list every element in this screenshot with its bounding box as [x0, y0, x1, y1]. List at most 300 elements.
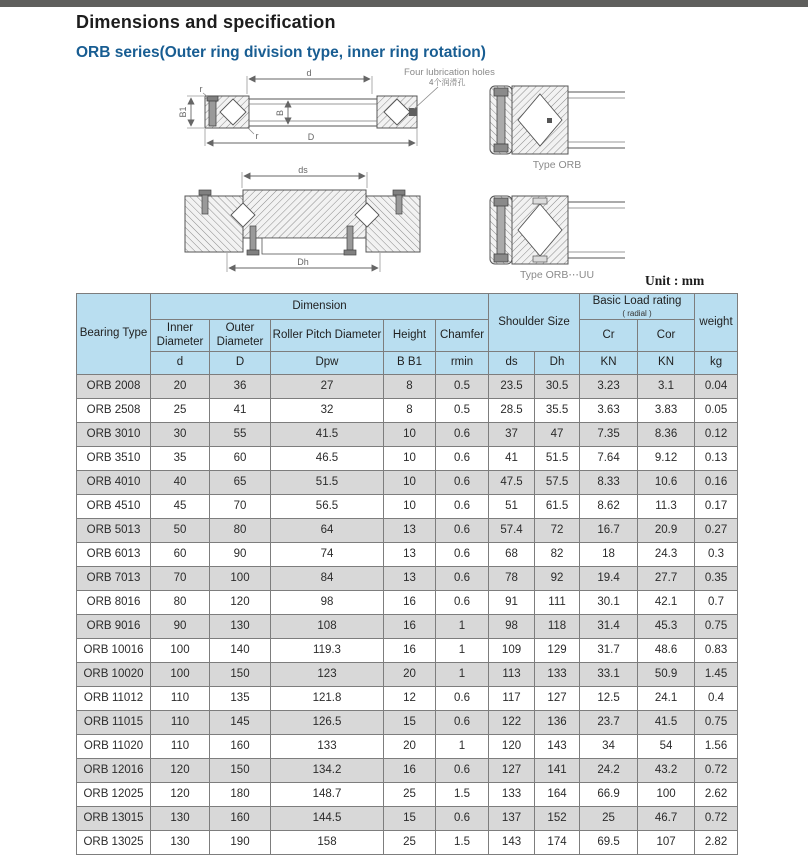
- table-cell: 18: [580, 543, 638, 567]
- table-cell: 41: [210, 399, 271, 423]
- unit-d: d: [151, 352, 210, 375]
- table-cell: 66.9: [580, 783, 638, 807]
- table-cell: 23.7: [580, 711, 638, 735]
- table-cell: 0.16: [695, 471, 738, 495]
- table-cell: 0.04: [695, 375, 738, 399]
- bearing-type-cell: ORB 3510: [77, 447, 151, 471]
- table-row: [77, 423, 738, 447]
- bearing-type-cell: ORB 12025: [77, 783, 151, 807]
- page-title: Dimensions and specification: [76, 12, 336, 32]
- bolt-head: [494, 88, 508, 96]
- table-cell: 45.3: [638, 615, 695, 639]
- table-cell: 8.33: [580, 471, 638, 495]
- table-cell: 136: [535, 711, 580, 735]
- table-cell: 100: [151, 663, 210, 687]
- table-cell: 140: [210, 639, 271, 663]
- table-cell: 24.3: [638, 543, 695, 567]
- table-row: [77, 567, 738, 591]
- table-row: [77, 543, 738, 567]
- table-cell: 158: [271, 831, 384, 855]
- table-cell: 0.7: [695, 591, 738, 615]
- table-cell: 20.9: [638, 519, 695, 543]
- table-cell: 41: [489, 447, 535, 471]
- table-cell: 9.12: [638, 447, 695, 471]
- table-cell: 1: [436, 663, 489, 687]
- table-cell: 27: [271, 375, 384, 399]
- table-cell: 46.5: [271, 447, 384, 471]
- technical-drawings: [0, 64, 808, 294]
- table-cell: 130: [151, 831, 210, 855]
- table-cell: 25: [384, 831, 436, 855]
- lubrication-hole: [409, 108, 417, 116]
- table-cell: 0.12: [695, 423, 738, 447]
- table-cell: 80: [151, 591, 210, 615]
- lubrication-note-en: Four lubrication holes: [404, 67, 495, 78]
- bearing-type-cell: ORB 13015: [77, 807, 151, 831]
- table-cell: 72: [535, 519, 580, 543]
- table-cell: 137: [489, 807, 535, 831]
- table-cell: 78: [489, 567, 535, 591]
- bolt-head: [344, 250, 356, 255]
- table-cell: 43.2: [638, 759, 695, 783]
- bearing-type-cell: ORB 6013: [77, 543, 151, 567]
- table-cell: 1.45: [695, 663, 738, 687]
- spec-table: [76, 293, 738, 855]
- table-cell: 82: [535, 543, 580, 567]
- table-cell: 40: [151, 471, 210, 495]
- unit-ds: ds: [489, 352, 535, 375]
- table-cell: 0.6: [436, 519, 489, 543]
- col-header-outer-diameter: Outer Diameter: [210, 320, 271, 352]
- table-cell: 42.1: [638, 591, 695, 615]
- table-cell: 0.4: [695, 687, 738, 711]
- table-cell: 134.2: [271, 759, 384, 783]
- col-header-roller-pitch: Roller Pitch Diameter: [271, 320, 384, 352]
- table-cell: 0.72: [695, 807, 738, 831]
- table-cell: 25: [151, 399, 210, 423]
- table-cell: 133: [271, 735, 384, 759]
- table-cell: 35.5: [535, 399, 580, 423]
- table-cell: 24.1: [638, 687, 695, 711]
- table-cell: 98: [489, 615, 535, 639]
- mounted-assembly-view: [185, 165, 420, 272]
- col-header-chamfer: Chamfer: [436, 320, 489, 352]
- table-cell: 70: [151, 567, 210, 591]
- table-cell: 0.6: [436, 567, 489, 591]
- table-cell: 7.64: [580, 447, 638, 471]
- table-cell: 60: [151, 543, 210, 567]
- table-cell: 30.5: [535, 375, 580, 399]
- table-cell: 65: [210, 471, 271, 495]
- bearing-drawing-svg: [0, 64, 808, 294]
- bolt-shaft: [250, 226, 256, 250]
- col-header-weight: weight: [695, 294, 738, 352]
- table-cell: 180: [210, 783, 271, 807]
- dim-label-ds: ds: [298, 165, 308, 175]
- col-header-height: Height: [384, 320, 436, 352]
- table-cell: 120: [151, 759, 210, 783]
- bearing-type-cell: ORB 13025: [77, 831, 151, 855]
- bolt-head: [199, 190, 211, 195]
- table-cell: 148.7: [271, 783, 384, 807]
- table-cell: 16: [384, 615, 436, 639]
- table-cell: 3.63: [580, 399, 638, 423]
- table-cell: 1.56: [695, 735, 738, 759]
- type-orb-label: Type ORB: [532, 159, 582, 171]
- table-cell: 130: [210, 615, 271, 639]
- table-cell: 12: [384, 687, 436, 711]
- table-cell: 36: [210, 375, 271, 399]
- table-cell: 20: [384, 663, 436, 687]
- table-cell: 80: [210, 519, 271, 543]
- table-cell: 23.5: [489, 375, 535, 399]
- unit-kn-cr: KN: [580, 352, 638, 375]
- unit-D: D: [210, 352, 271, 375]
- table-cell: 0.3: [695, 543, 738, 567]
- table-cell: 0.6: [436, 711, 489, 735]
- table-cell: 35: [151, 447, 210, 471]
- table-row: [77, 447, 738, 471]
- table-cell: 135: [210, 687, 271, 711]
- table-cell: 145: [210, 711, 271, 735]
- table-cell: 56.5: [271, 495, 384, 519]
- table-cell: 10: [384, 447, 436, 471]
- table-cell: 15: [384, 711, 436, 735]
- table-cell: 8: [384, 399, 436, 423]
- table-cell: 50.9: [638, 663, 695, 687]
- table-cell: 0.17: [695, 495, 738, 519]
- table-row: [77, 831, 738, 855]
- table-cell: 47: [535, 423, 580, 447]
- table-cell: 143: [535, 735, 580, 759]
- table-cell: 10: [384, 423, 436, 447]
- table-cell: 120: [489, 735, 535, 759]
- table-cell: 33.1: [580, 663, 638, 687]
- bearing-type-cell: ORB 12016: [77, 759, 151, 783]
- table-cell: 90: [210, 543, 271, 567]
- table-cell: 0.6: [436, 423, 489, 447]
- table-cell: 0.05: [695, 399, 738, 423]
- table-cell: 16.7: [580, 519, 638, 543]
- table-cell: 57.4: [489, 519, 535, 543]
- table-cell: 190: [210, 831, 271, 855]
- table-cell: 1: [436, 639, 489, 663]
- table-row: [77, 399, 738, 423]
- table-cell: 50: [151, 519, 210, 543]
- table-cell: 100: [210, 567, 271, 591]
- lubrication-note-zh: 4个润滑孔: [429, 78, 466, 87]
- table-cell: 1.5: [436, 831, 489, 855]
- table-cell: 16: [384, 639, 436, 663]
- type-orb-uu-detail: [490, 196, 625, 281]
- bearing-type-cell: ORB 8016: [77, 591, 151, 615]
- bearing-type-cell: ORB 4010: [77, 471, 151, 495]
- table-cell: 0.6: [436, 495, 489, 519]
- table-cell: 109: [489, 639, 535, 663]
- unit-kn-cor: KN: [638, 352, 695, 375]
- table-cell: 0.5: [436, 399, 489, 423]
- table-cell: 0.6: [436, 807, 489, 831]
- table-cell: 129: [535, 639, 580, 663]
- table-row: [77, 783, 738, 807]
- table-cell: 3.83: [638, 399, 695, 423]
- table-row: [77, 615, 738, 639]
- table-cell: 100: [638, 783, 695, 807]
- bolt-shaft: [347, 226, 353, 250]
- col-header-bearing-type: Bearing Type: [77, 294, 151, 375]
- table-cell: 150: [210, 663, 271, 687]
- dim-label-b1: B1: [178, 106, 188, 118]
- table-cell: 117: [489, 687, 535, 711]
- table-cell: 118: [535, 615, 580, 639]
- table-cell: 68: [489, 543, 535, 567]
- table-cell: 45: [151, 495, 210, 519]
- unit-kg: kg: [695, 352, 738, 375]
- table-cell: 127: [535, 687, 580, 711]
- bearing-type-cell: ORB 11012: [77, 687, 151, 711]
- bearing-type-cell: ORB 11015: [77, 711, 151, 735]
- dim-label-r-bottom: r: [255, 131, 259, 141]
- table-cell: 28.5: [489, 399, 535, 423]
- table-cell: 55: [210, 423, 271, 447]
- table-row: [77, 591, 738, 615]
- basic-load-title: Basic Load rating: [592, 294, 682, 307]
- table-cell: 110: [151, 687, 210, 711]
- table-cell: 74: [271, 543, 384, 567]
- table-cell: 11.3: [638, 495, 695, 519]
- table-cell: 61.5: [535, 495, 580, 519]
- table-cell: 31.4: [580, 615, 638, 639]
- table-cell: 174: [535, 831, 580, 855]
- table-cell: 7.35: [580, 423, 638, 447]
- table-row: [77, 639, 738, 663]
- table-row: [77, 759, 738, 783]
- table-cell: 31.7: [580, 639, 638, 663]
- bearing-type-cell: ORB 2008: [77, 375, 151, 399]
- table-cell: 110: [151, 735, 210, 759]
- table-cell: 20: [384, 735, 436, 759]
- table-cell: 98: [271, 591, 384, 615]
- table-cell: 120: [151, 783, 210, 807]
- table-cell: 30.1: [580, 591, 638, 615]
- table-row: [77, 519, 738, 543]
- table-cell: 0.6: [436, 759, 489, 783]
- table-cell: 127: [489, 759, 535, 783]
- table-row: [77, 663, 738, 687]
- col-header-inner-diameter: Inner Diameter: [151, 320, 210, 352]
- table-cell: 2.62: [695, 783, 738, 807]
- table-cell: 90: [151, 615, 210, 639]
- table-row: [77, 471, 738, 495]
- bearing-type-cell: ORB 3010: [77, 423, 151, 447]
- dim-label-D: D: [307, 132, 315, 142]
- basic-load-subtitle: ( radial ): [622, 309, 652, 319]
- table-cell: 41.5: [271, 423, 384, 447]
- table-cell: 34: [580, 735, 638, 759]
- col-header-basic-load: [580, 294, 695, 320]
- table-row: [77, 495, 738, 519]
- table-cell: 150: [210, 759, 271, 783]
- table-cell: 48.6: [638, 639, 695, 663]
- table-cell: 25: [580, 807, 638, 831]
- table-cell: 0.72: [695, 759, 738, 783]
- table-cell: 51.5: [271, 471, 384, 495]
- bearing-type-cell: ORB 7013: [77, 567, 151, 591]
- table-cell: 1.5: [436, 783, 489, 807]
- bearing-type-cell: ORB 11020: [77, 735, 151, 759]
- bearing-type-cell: ORB 5013: [77, 519, 151, 543]
- table-cell: 30: [151, 423, 210, 447]
- table-cell: 13: [384, 567, 436, 591]
- table-cell: 3.23: [580, 375, 638, 399]
- unit-label: Unit : mm: [645, 273, 705, 288]
- table-cell: 0.6: [436, 591, 489, 615]
- bearing-type-cell: ORB 10020: [77, 663, 151, 687]
- unit-b-b1: B B1: [384, 352, 436, 375]
- table-cell: 143: [489, 831, 535, 855]
- table-cell: 160: [210, 735, 271, 759]
- table-cell: 110: [151, 711, 210, 735]
- col-header-cr: Cr: [580, 320, 638, 352]
- table-cell: 126.5: [271, 711, 384, 735]
- table-cell: 37: [489, 423, 535, 447]
- table-cell: 69.5: [580, 831, 638, 855]
- table-cell: 100: [151, 639, 210, 663]
- bearing-type-cell: ORB 9016: [77, 615, 151, 639]
- bolt-head: [247, 250, 259, 255]
- table-cell: 64: [271, 519, 384, 543]
- table-cell: 0.27: [695, 519, 738, 543]
- spec-table-header: [77, 294, 738, 375]
- table-cell: 0.6: [436, 447, 489, 471]
- bolt-head: [207, 96, 218, 101]
- table-cell: 46.7: [638, 807, 695, 831]
- table-cell: 0.83: [695, 639, 738, 663]
- table-cell: 15: [384, 807, 436, 831]
- table-cell: 47.5: [489, 471, 535, 495]
- unit-rmin: rmin: [436, 352, 489, 375]
- table-cell: 24.2: [580, 759, 638, 783]
- table-cell: 10: [384, 495, 436, 519]
- table-cell: 0.13: [695, 447, 738, 471]
- table-cell: 120: [210, 591, 271, 615]
- dim-label-dh: Dh: [297, 257, 309, 267]
- table-cell: 144.5: [271, 807, 384, 831]
- table-cell: 20: [151, 375, 210, 399]
- table-row: [77, 711, 738, 735]
- table-cell: 122: [489, 711, 535, 735]
- type-orb-uu-label: Type ORB⋯UU: [519, 269, 595, 281]
- table-cell: 25: [384, 783, 436, 807]
- col-header-dimension: Dimension: [151, 294, 489, 320]
- type-orb-detail: [490, 86, 625, 171]
- table-cell: 111: [535, 591, 580, 615]
- unit-dpw: Dpw: [271, 352, 384, 375]
- table-cell: 108: [271, 615, 384, 639]
- table-cell: 10: [384, 471, 436, 495]
- table-cell: 121.8: [271, 687, 384, 711]
- dim-label-r-top: r: [199, 84, 203, 94]
- table-cell: 0.6: [436, 471, 489, 495]
- table-cell: 8.62: [580, 495, 638, 519]
- table-cell: 0.6: [436, 687, 489, 711]
- table-cell: 13: [384, 543, 436, 567]
- table-cell: 164: [535, 783, 580, 807]
- table-cell: 0.5: [436, 375, 489, 399]
- top-border-strip: [0, 0, 808, 7]
- table-cell: 133: [489, 783, 535, 807]
- table-cell: 70: [210, 495, 271, 519]
- table-cell: 0.6: [436, 543, 489, 567]
- table-cell: 92: [535, 567, 580, 591]
- table-cell: 1: [436, 735, 489, 759]
- table-row: [77, 687, 738, 711]
- table-cell: 0.35: [695, 567, 738, 591]
- table-row: [77, 375, 738, 399]
- bolt-head: [393, 190, 405, 195]
- table-cell: 8.36: [638, 423, 695, 447]
- dim-label-d: d: [306, 68, 312, 78]
- col-header-shoulder-size: Shoulder Size: [489, 294, 580, 352]
- table-cell: 130: [151, 807, 210, 831]
- dim-label-b: B: [275, 109, 285, 117]
- table-cell: 54: [638, 735, 695, 759]
- table-cell: 41.5: [638, 711, 695, 735]
- table-cell: 19.4: [580, 567, 638, 591]
- table-cell: 119.3: [271, 639, 384, 663]
- table-cell: 91: [489, 591, 535, 615]
- spec-table-container: [76, 293, 738, 855]
- table-cell: 0.75: [695, 711, 738, 735]
- table-cell: 107: [638, 831, 695, 855]
- table-cell: 1: [436, 615, 489, 639]
- table-cell: 0.75: [695, 615, 738, 639]
- bolt-head: [494, 198, 508, 206]
- table-row: [77, 735, 738, 759]
- table-cell: 57.5: [535, 471, 580, 495]
- table-cell: 51: [489, 495, 535, 519]
- table-cell: 113: [489, 663, 535, 687]
- bearing-type-cell: ORB 2508: [77, 399, 151, 423]
- table-cell: 3.1: [638, 375, 695, 399]
- table-cell: 8: [384, 375, 436, 399]
- table-cell: 152: [535, 807, 580, 831]
- table-row: [77, 807, 738, 831]
- table-cell: 51.5: [535, 447, 580, 471]
- table-cell: 12.5: [580, 687, 638, 711]
- table-cell: 160: [210, 807, 271, 831]
- col-header-cor: Cor: [638, 320, 695, 352]
- table-cell: 2.82: [695, 831, 738, 855]
- table-cell: 27.7: [638, 567, 695, 591]
- table-cell: 123: [271, 663, 384, 687]
- series-subtitle: ORB series(Outer ring division type, inner ring rotation): [76, 44, 486, 61]
- table-cell: 133: [535, 663, 580, 687]
- table-cell: 141: [535, 759, 580, 783]
- table-cell: 60: [210, 447, 271, 471]
- table-cell: 16: [384, 759, 436, 783]
- table-cell: 32: [271, 399, 384, 423]
- bearing-type-cell: ORB 10016: [77, 639, 151, 663]
- table-cell: 13: [384, 519, 436, 543]
- bolt-shaft: [209, 98, 216, 126]
- bearing-type-cell: ORB 4510: [77, 495, 151, 519]
- table-cell: 16: [384, 591, 436, 615]
- spec-table-body: [77, 375, 738, 855]
- unit-dh: Dh: [535, 352, 580, 375]
- cross-section-view: [178, 67, 495, 146]
- table-cell: 84: [271, 567, 384, 591]
